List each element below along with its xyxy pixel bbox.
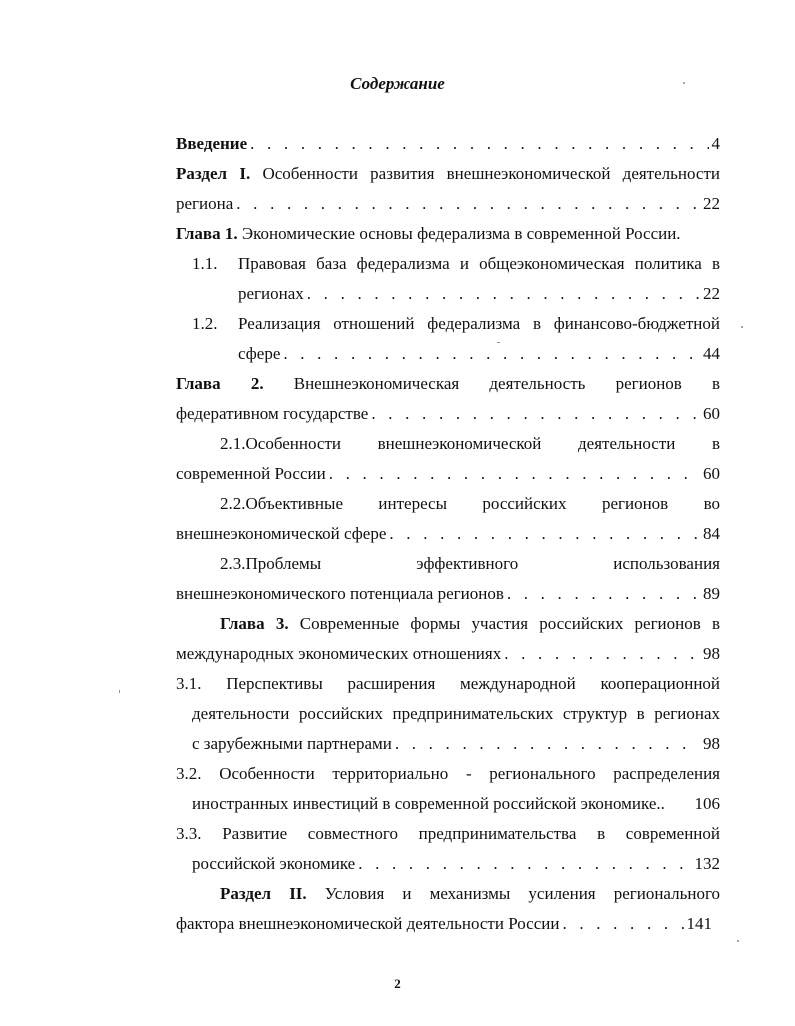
toc-entry-chapter2-line1 [176, 372, 720, 396]
section-3-1-word: расширения [347, 674, 436, 693]
toc-title: Содержание [350, 74, 445, 93]
section-3-1-number: 3.1. [176, 674, 202, 693]
toc-entry-section-2-3-line1 [220, 552, 720, 576]
section-2-2-word: 2.2.Объективные [220, 494, 343, 513]
section-3-3-title-cont: российской экономике [192, 854, 356, 873]
section1-title-cont: региона [176, 194, 234, 213]
section-3-1-word: Перспективы [226, 674, 323, 693]
section-3-1-page: 98 [703, 734, 720, 753]
section2-title-cont: фактора внешнеэкономической деятельности России [176, 914, 560, 933]
toc-entry-section-3-3-line2 [192, 852, 720, 876]
section-2-3-word: использования [613, 554, 720, 573]
section-2-1-title-cont: современной России [176, 464, 326, 483]
intro-page: 4 [711, 134, 720, 153]
section-3-1-word: международной [460, 674, 576, 693]
section-2-1-word: 2.1.Особенности [220, 434, 341, 453]
chapter2-title-word: регионов [615, 374, 682, 393]
section-3-2-title-cont: иностранных инвестиций в современной российской экономике.. [192, 794, 665, 813]
chapter1-label: Глава 1. [176, 224, 238, 243]
section-2-2-title-cont: внешнеэкономической сфере [176, 524, 387, 543]
section-2-1-page: 60 [703, 464, 720, 483]
dot-leader [562, 912, 683, 936]
scan-speck [737, 940, 739, 942]
section-1-2-page: 44 [703, 344, 720, 363]
section-2-3-word: 2.3.Проблемы [220, 554, 322, 573]
section-1-1-page: 22 [703, 284, 720, 303]
section-1-1-title: Правовая база федерализма и общеэкономическая политика в [238, 254, 720, 273]
chapter2-title-word: в [712, 374, 721, 393]
toc-entry-section1-line2 [176, 192, 720, 216]
section-3-2-page: 106 [694, 794, 720, 813]
toc-entry-section-3-2-line1 [176, 762, 720, 786]
section-2-1-word: деятельности [578, 434, 676, 453]
section-1-2-title: Реализация отношений федерализма в финансово-бюджетной [238, 314, 720, 333]
section-3-1-word: кооперационной [600, 674, 721, 693]
toc-entry-section-3-2-line2 [192, 792, 720, 816]
section-2-1-word: в [711, 434, 721, 453]
chapter3-page: 98 [703, 644, 720, 663]
section-3-3-number: 3.3. [176, 824, 202, 843]
toc-entry-section2-line1 [220, 882, 720, 906]
chapter2-page: 60 [703, 404, 720, 423]
section-2-2-word: регионов [601, 494, 669, 513]
toc-entry-chapter2-line2 [176, 402, 720, 426]
dot-leader [250, 132, 708, 156]
toc-entry-chapter1 [176, 222, 720, 246]
section-2-3-title-cont: внешнеэкономического потенциала регионов [176, 584, 504, 603]
section2-label: Раздел II. [220, 884, 307, 903]
toc-entry-chapter3-line1 [220, 612, 720, 636]
section-2-2-word: интересы [378, 494, 448, 513]
chapter2-title-word: Внешнеэкономическая [293, 374, 460, 393]
chapter3-title-cont: международных экономических отношениях [176, 644, 502, 663]
toc-entry-section1-line1 [176, 162, 720, 186]
section-2-2-word: во [703, 494, 721, 513]
page-number: 2 [394, 976, 401, 991]
dot-leader [236, 192, 700, 216]
chapter2-label-number: 2. [250, 374, 264, 393]
chapter3-title: Современные формы участия российских регионов в [299, 614, 721, 633]
intro-label: Введение [176, 134, 248, 153]
section-3-1-title-cont: деятельности российских предпринимательских структур в регионах [192, 704, 720, 723]
dot-leader [389, 522, 700, 546]
section-3-3-title: Развитие совместного предпринимательства в современной [222, 824, 721, 843]
section-3-3-page: 132 [694, 854, 720, 873]
section-1-1-title-cont: регионах [238, 284, 304, 303]
toc-entry-section-2-3-line2 [176, 582, 720, 606]
dot-leader [307, 282, 700, 306]
section-2-3-page: 89 [703, 584, 720, 603]
toc-entry-section-2-1-line1 [220, 432, 720, 456]
dot-leader [371, 402, 700, 426]
section-3-1-title-end: с зарубежными партнерами [192, 734, 392, 753]
toc-entry-intro [176, 132, 720, 156]
section-2-1-word: внешнеэкономической [377, 434, 542, 453]
chapter3-label: Глава 3. [220, 614, 289, 633]
chapter2-title-cont: федеративном государстве [176, 404, 369, 423]
scan-speck [119, 690, 120, 693]
toc-entry-section2-line2 [176, 912, 712, 936]
section-2-3-word: эффективного [416, 554, 519, 573]
section-1-1-number: 1.1. [192, 254, 218, 273]
scan-speck [683, 82, 685, 84]
toc-entry-section-1-2-line2 [238, 342, 720, 366]
section-3-2-number: 3.2. [176, 764, 202, 783]
toc-entry-section-3-1-line3 [192, 732, 720, 756]
section1-title: Особенности развития внешнеэкономической деятельности [262, 164, 720, 183]
section-1-2-title-cont: сфере [238, 344, 281, 363]
dot-leader [504, 642, 700, 666]
scan-speck [741, 326, 743, 328]
chapter2-label-word: Глава [176, 374, 221, 393]
section1-label: Раздел I. [176, 164, 251, 183]
section2-title: Условия и механизмы усиления регионального [324, 884, 721, 903]
toc-entry-section-3-3-line1 [176, 822, 720, 846]
section-2-2-word: российских [482, 494, 567, 513]
dot-leader [507, 582, 700, 606]
scan-speck [497, 342, 500, 343]
toc-entry-section-1-1-line2 [238, 282, 720, 306]
dot-leader [283, 342, 700, 366]
section-1-2-number: 1.2. [192, 314, 218, 333]
toc-entry-chapter3-line2 [176, 642, 720, 666]
toc-entry-section-2-2-line2 [176, 522, 720, 546]
section-2-2-page: 84 [703, 524, 720, 543]
toc-entry-section-2-1-line2 [176, 462, 720, 486]
section2-page: 141 [686, 914, 712, 933]
chapter1-title: Экономические основы федерализма в современной России. [241, 224, 681, 243]
section1-page: 22 [703, 194, 720, 213]
section-3-2-title: Особенности территориально - регионального распределения [219, 764, 721, 783]
chapter2-title-word: деятельность [489, 374, 586, 393]
dot-leader [358, 852, 691, 876]
dot-leader [329, 462, 700, 486]
dot-leader [395, 732, 700, 756]
toc-entry-section-2-2-line1 [220, 492, 720, 516]
toc-entry-section-3-1-line1 [176, 672, 720, 696]
